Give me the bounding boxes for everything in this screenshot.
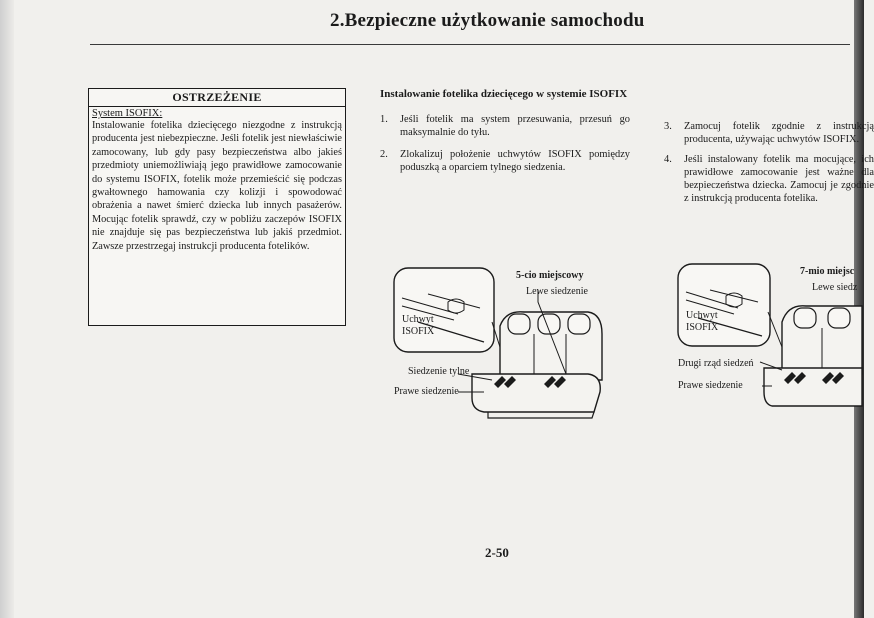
step-number: 2. [380, 149, 388, 160]
step-text: Jeśli fotelik ma system przesuwania, przesuń go maksymalnie do tyłu. [400, 114, 630, 138]
figure-7-seat [672, 262, 858, 412]
figure-5-seat [388, 262, 628, 432]
section-title: Instalowanie fotelika dziecięcego w systemie ISOFIX [380, 88, 628, 100]
warning-box [88, 88, 346, 326]
label-rear-seat: Siedzenie tylne [408, 366, 470, 377]
instructions-column [380, 88, 630, 183]
list-item [380, 113, 630, 139]
label-handle: Uchwyt [686, 310, 718, 321]
step-text: Jeśli instalowany fotelik ma mocujące, ich prawidłowe zamocowanie jest ważne dla bezpieczeństwa dziecka. Zamocuj je zgodnie z instrukcją producenta fotelika. [684, 154, 874, 204]
step-number: 4. [664, 154, 672, 165]
step-text: Zamocuj fotelik zgodnie z instrukcją producenta, używając uchwytów ISOFIX. [684, 121, 874, 145]
label-isofix: ISOFIX [686, 322, 719, 333]
step-number: 1. [380, 114, 388, 125]
list-item [664, 120, 874, 146]
steps-list [380, 113, 630, 174]
label-handle: Uchwyt [402, 314, 434, 325]
label-left-seat: Lewe siedzenie [526, 286, 588, 297]
list-item [664, 153, 874, 205]
figure-title: 7-mio miejsc [800, 266, 855, 277]
page-number: 2-50 [485, 545, 509, 560]
list-item [380, 148, 630, 174]
step-number: 3. [664, 121, 672, 132]
steps-list [664, 120, 874, 205]
seat-illustration [388, 262, 628, 432]
label-right-seat: Prawe siedzenie [394, 386, 459, 397]
label-left-seat: Lewe siedz [812, 282, 858, 293]
label-right-seat: Prawe siedzenie [678, 380, 743, 391]
warning-heading: OSTRZEŻENIE [89, 89, 345, 107]
label-isofix: ISOFIX [402, 326, 435, 337]
warning-body: Instalowanie fotelika dziecięcego niezgodne z instrukcją producenta jest niebezpieczne. Jeśli fotelik jest niewłaściwie zamocowany, lub gdy pasy bezpieczeństwa albo jakieś przedmioty uniemożliwiają jego prawidłowe zamocowanie do systemu ISOFIX, fotelik może przemieścić się podczas gwałtownego hamowania czy kolizji i spowodować obrażenia a nawet śmierć dziecka lub innych pasażerów. Mocując fotelik sprawdź, czy w pobliżu zaczepów ISOFIX nie znajduje się pas bezpieczeństwa lub jakiś przedmiot. Zawsze przestrzegaj instrukcji producenta fotelików. [92, 120, 342, 252]
header-rule [90, 44, 850, 45]
page-binding-shadow [0, 0, 14, 618]
label-second-row: Drugi rząd siedzeń [678, 358, 754, 369]
instructions-column-right [664, 120, 874, 212]
step-text: Zlokalizuj położenie uchwytów ISOFIX pomiędzy poduszką a oparciem tylnego siedzenia. [400, 149, 630, 173]
chapter-title: 2.Bezpieczne użytkowanie samochodu [330, 10, 645, 31]
figure-title: 5-cio miejscowy [516, 270, 584, 281]
warning-subtitle: System ISOFIX: [92, 108, 163, 119]
